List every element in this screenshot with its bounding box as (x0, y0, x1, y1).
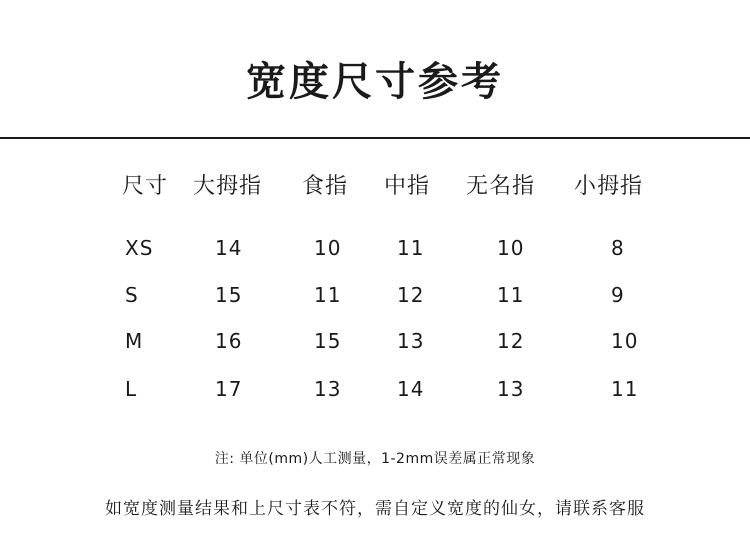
measurement-note: 注: 单位(mm)人工测量，1-2mm误差属正常现象 (214, 451, 536, 467)
table-cell: 15 (215, 283, 243, 307)
table-cell: 14 (215, 236, 243, 260)
header-pinky: 小拇指 (574, 174, 644, 199)
page-title: 宽度尺寸参考 (246, 58, 504, 105)
table-cell: 10 (497, 236, 525, 260)
header-thumb: 大拇指 (193, 174, 263, 199)
table-cell: 8 (611, 236, 625, 260)
contact-note: 如宽度测量结果和上尺寸表不符，需自定义宽度的仙女，请联系客服 (105, 499, 645, 519)
table-cell: 9 (611, 283, 625, 307)
header-index: 食指 (302, 174, 349, 199)
header-ring: 无名指 (466, 174, 536, 199)
table-cell: 12 (397, 283, 425, 307)
table-cell: XS (125, 236, 154, 260)
table-cell: L (125, 377, 138, 401)
table-cell: 11 (611, 377, 639, 401)
table-cell: 13 (397, 329, 425, 353)
table-cell: 13 (314, 377, 342, 401)
table-cell: 14 (397, 377, 425, 401)
table-cell: 11 (397, 236, 425, 260)
table-cell: 12 (497, 329, 525, 353)
table-cell: 13 (497, 377, 525, 401)
table-cell: M (125, 329, 144, 353)
table-cell: 15 (314, 329, 342, 353)
header-size: 尺寸 (122, 174, 169, 199)
table-cell: S (125, 283, 139, 307)
table-cell: 17 (215, 377, 243, 401)
table-cell: 10 (314, 236, 342, 260)
table-cell: 10 (611, 329, 639, 353)
table-cell: 16 (215, 329, 243, 353)
table-cell: 11 (314, 283, 342, 307)
table-cell: 11 (497, 283, 525, 307)
header-middle: 中指 (384, 174, 431, 199)
